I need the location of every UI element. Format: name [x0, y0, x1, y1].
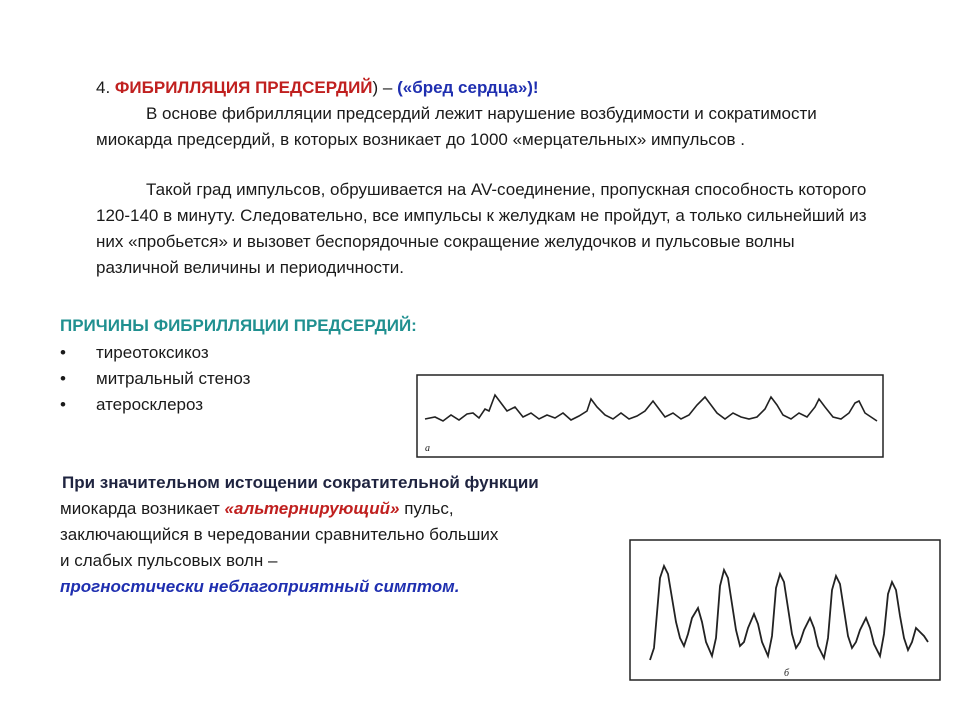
figure-frame — [417, 375, 883, 457]
alternating-term: «альтернирующий» — [224, 499, 400, 518]
heading-number: 4. — [96, 78, 115, 97]
alternating-line1: При значительном истощении сократительной функции — [62, 473, 539, 492]
figure-frame — [630, 540, 940, 680]
waveform-alternating — [650, 566, 928, 660]
bullet-icon: • — [60, 369, 66, 388]
heading-title: ФИБРИЛЛЯЦИЯ ПРЕДСЕРДИЙ — [114, 78, 373, 97]
heading-paren: ) – — [372, 78, 398, 97]
cause-label: тиреотоксикоз — [96, 343, 209, 362]
cause-label: атеросклероз — [96, 395, 204, 414]
figure-label-a: а — [425, 443, 430, 454]
figure-label-b: б — [784, 668, 790, 679]
alternating-prognosis: прогностически неблагоприятный симптом. — [60, 577, 460, 596]
causes-list — [60, 340, 250, 418]
cause-label: митральный стеноз — [96, 369, 251, 388]
heading-nickname: («бред сердца»)! — [397, 78, 539, 97]
list-item — [60, 366, 250, 392]
alt-line2-pre: миокарда возникает — [60, 499, 225, 518]
list-item — [60, 392, 250, 418]
bullet-icon: • — [60, 395, 66, 414]
waveform-irregular — [425, 395, 877, 421]
paragraph-av-node: Такой град импульсов, обрушивается на AV-соединение, пропускная способность которого 120-140 в минуту. Следовательно, все импульсы к желудкам не пройдут, а только сильнейший из них «пробьется» и вызовет беспорядочные сокращение желудочков и пульсовые волны различной величины и периодичности. — [96, 180, 867, 277]
alternating-line4: и слабых пульсовых волн – — [60, 551, 278, 570]
section-heading — [96, 75, 539, 101]
causes-title: ПРИЧИНЫ ФИБРИЛЛЯЦИИ ПРЕДСЕРДИЙ: — [60, 316, 417, 335]
pulse-trace-alternating — [628, 538, 944, 684]
bullet-icon: • — [60, 343, 66, 362]
pulse-trace-fibrillation — [415, 373, 887, 461]
paragraph-mechanism: В основе фибрилляции предсердий лежит нарушение возбудимости и сократимости миокарда предсердий, в которых возникает до 1000 «мерцательных» импульсов . — [96, 104, 817, 149]
list-item — [60, 340, 250, 366]
alternating-line2 — [60, 496, 454, 522]
alt-line2-post: пульс, — [399, 499, 454, 518]
alternating-line3: заключающийся в чередовании сравнительно больших — [60, 525, 499, 544]
